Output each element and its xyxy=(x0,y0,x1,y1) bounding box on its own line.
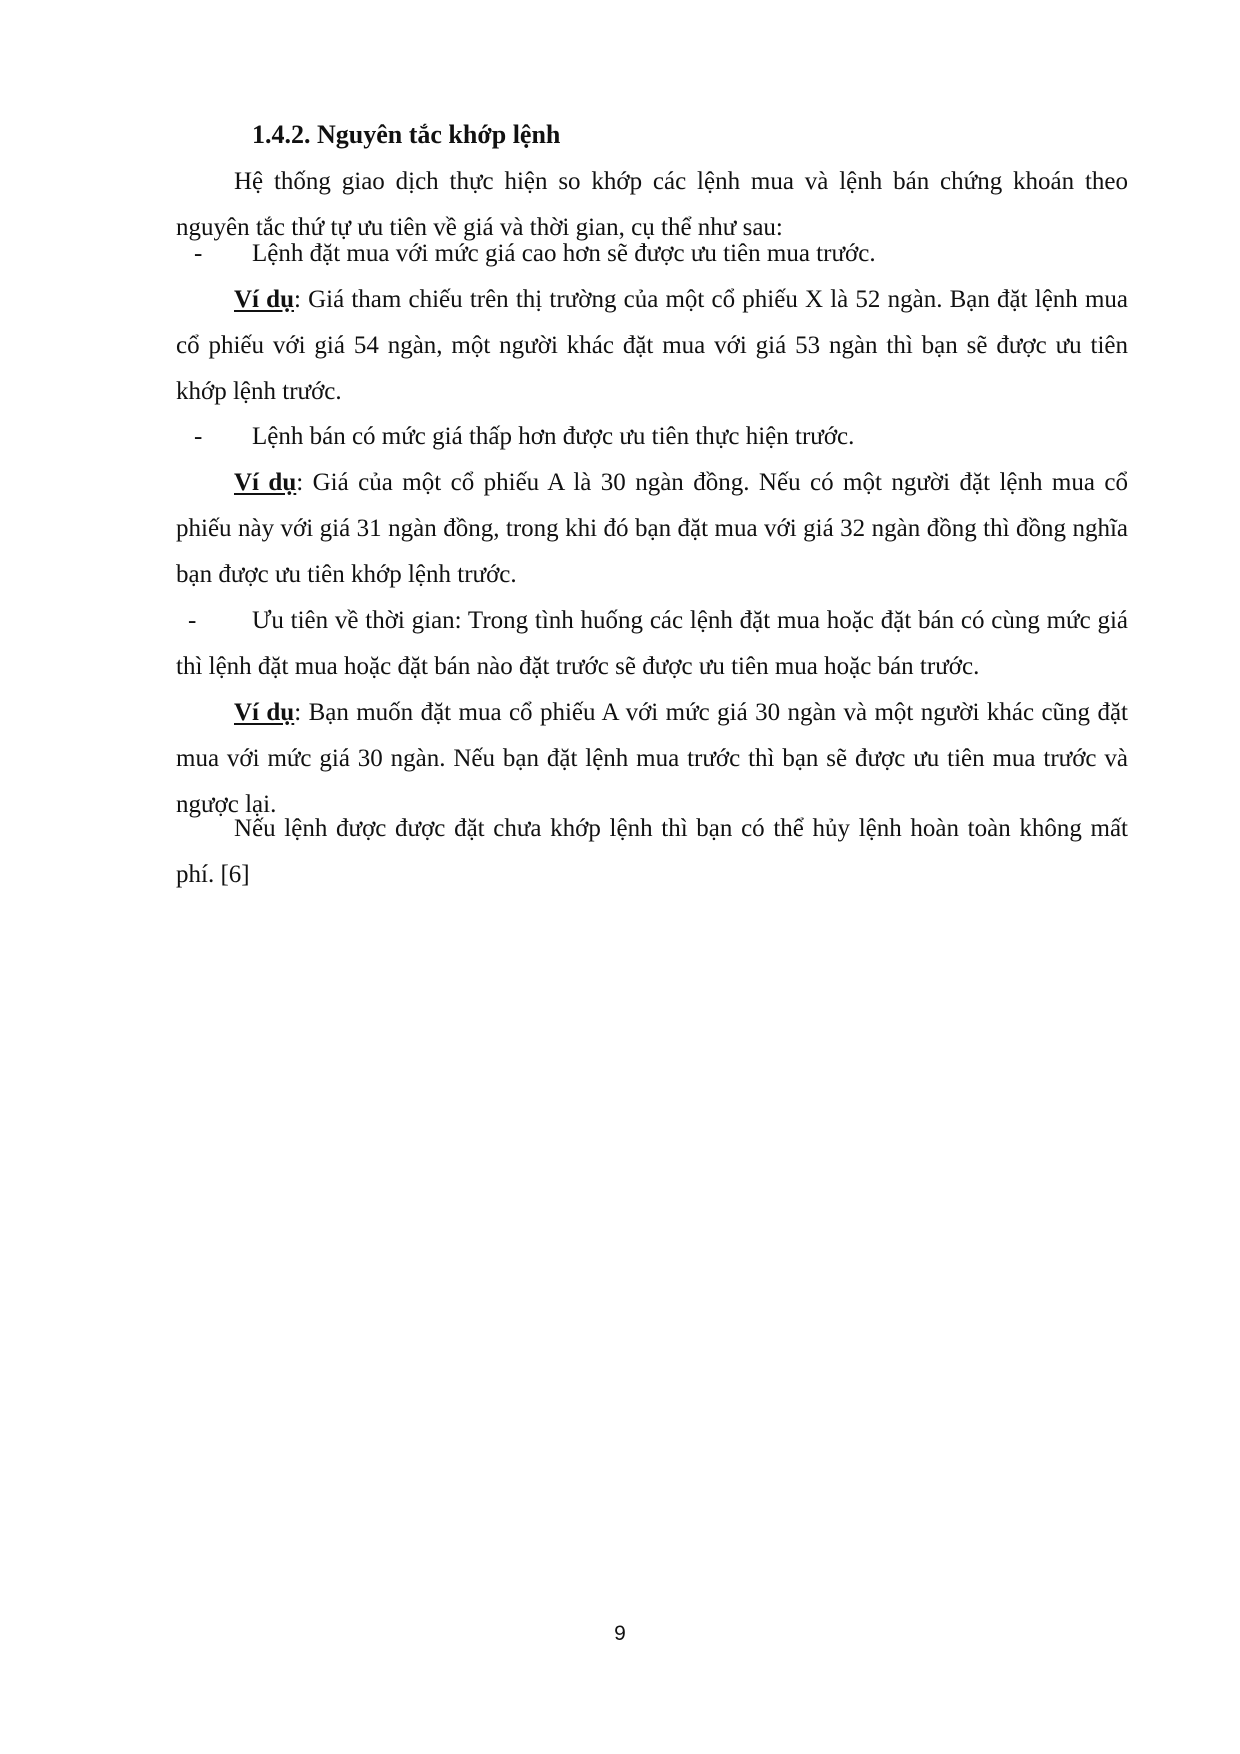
example-label: Ví dụ xyxy=(234,469,297,496)
bullet-dash: - xyxy=(194,423,203,450)
bullet-dash: - xyxy=(194,240,203,267)
section-heading: 1.4.2. Nguyên tắc khớp lệnh xyxy=(252,120,561,149)
example-label: Ví dụ xyxy=(234,286,294,313)
bullet-item-price-sell xyxy=(176,414,1128,460)
bullet-item-price-buy xyxy=(176,231,1128,277)
intro-paragraph: Hệ thống giao dịch thực hiện so khớp các lệnh mua và lệnh bán chứng khoán theo nguyên tắc thứ tự ưu tiên về giá và thời gian, cụ thể như sau: xyxy=(176,168,1128,241)
bullet-text: Lệnh bán có mức giá thấp hơn được ưu tiên thực hiện trước. xyxy=(252,423,855,450)
bullet-item-time-priority xyxy=(176,598,1128,690)
page-number: 9 xyxy=(614,1622,626,1645)
example-paragraph-1 xyxy=(176,277,1128,415)
example-paragraph-2 xyxy=(176,460,1128,598)
example-text: : Giá của một cổ phiếu A là 30 ngàn đồng. Nếu có một người đặt lệnh mua cổ phiếu này với giá 31 ngàn đồng, trong khi đó bạn đặt mua với giá 32 ngàn đồng thì đồng nghĩa bạn được ưu tiên khớp lệnh trước. xyxy=(176,469,1129,588)
bullet-text: Ưu tiên về thời gian: Trong tình huống các lệnh đặt mua hoặc đặt bán có cùng mức giá thì lệnh đặt mua hoặc đặt bán nào đặt trước sẽ được ưu tiên mua hoặc bán trước. xyxy=(176,607,1128,680)
bullet-dash: - xyxy=(188,607,197,634)
bullet-text: Lệnh đặt mua với mức giá cao hơn sẽ được ưu tiên mua trước. xyxy=(252,240,876,267)
example-text: : Bạn muốn đặt mua cổ phiếu A với mức giá 30 ngàn và một người khác cũng đặt mua với mức giá 30 ngàn. Nếu bạn đặt lệnh mua trước thì bạn sẽ được ưu tiên mua trước và ngược lại. xyxy=(176,699,1128,818)
example-text: : Giá tham chiếu trên thị trường của một cổ phiếu X là 52 ngàn. Bạn đặt lệnh mua cổ phiếu với giá 54 ngàn, một người khác đặt mua với giá 53 ngàn thì bạn sẽ được ưu tiên khớp lệnh trước. xyxy=(176,286,1129,405)
example-label: Ví dụ xyxy=(234,699,295,726)
closing-paragraph: Nếu lệnh được được đặt chưa khớp lệnh thì bạn có thể hủy lệnh hoàn toàn không mất phí. [6] xyxy=(176,815,1128,888)
